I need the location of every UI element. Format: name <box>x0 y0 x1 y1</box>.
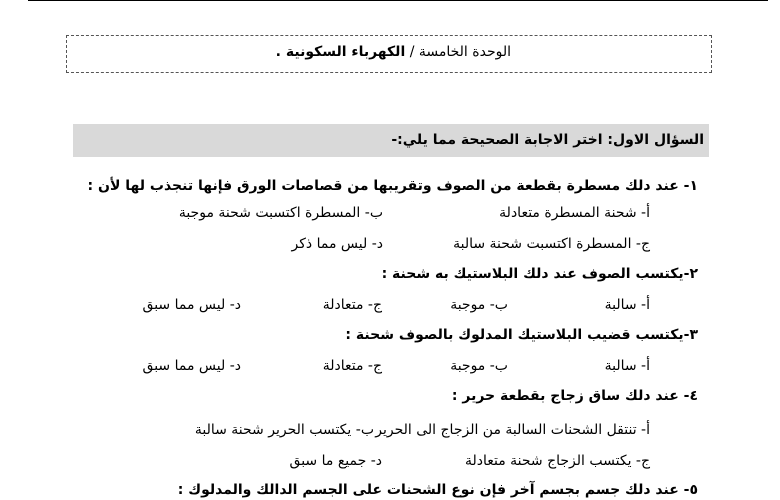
question-4-option-b: ب- يكتسب الحرير شحنة سالبة <box>194 422 374 438</box>
page-top-rule <box>28 0 768 1</box>
question-2-stem: ٢-يكتسب الصوف عند دلك البلاستيك به شحنة : <box>381 266 698 282</box>
unit-title: الكهرباء السكونية . <box>275 44 406 60</box>
question-2-option-d: د- ليس مما سبق <box>142 297 241 313</box>
unit-header <box>276 44 511 60</box>
question-1-stem: ١- عند دلك مسطرة بقطعة من الصوف وتقريبها من قصاصات الورق فإنها تنجذب لها لأن : <box>87 178 698 194</box>
question-1-option-a: أ- شحنة المسطرة متعادلة <box>499 205 650 221</box>
question-1-option-c: ج- المسطرة اكتسبت شحنة سالبة <box>453 236 650 252</box>
question-5-stem: ٥- عند دلك جسم بجسم آخر فإن نوع الشحنات على الجسم الدالك والمدلوك : <box>177 482 698 498</box>
question-2-option-b: ب- موجبة <box>450 297 508 313</box>
question-3-option-b: ب- موجبة <box>450 358 508 374</box>
question-1-option-d: د- ليس مما ذكر <box>291 236 383 252</box>
question-4-option-d: د- جميع ما سبق <box>289 453 382 469</box>
question-2-option-a: أ- سالبة <box>604 297 650 313</box>
unit-header-box <box>66 35 712 73</box>
question-3-option-a: أ- سالبة <box>604 358 650 374</box>
question-3-option-d: د- ليس مما سبق <box>142 358 241 374</box>
section-title: السؤال الاول: اختر الاجابة الصحيحة مما يلي:- <box>391 132 704 148</box>
question-4-option-c: ج- يكتسب الزجاج شحنة متعادلة <box>464 453 650 469</box>
question-3-option-c: ج- متعادلة <box>322 358 382 374</box>
unit-label: الوحدة الخامسة / <box>405 44 511 60</box>
question-2-option-c: ج- متعادلة <box>322 297 382 313</box>
section-banner <box>73 124 709 157</box>
question-4-stem: ٤- عند دلك ساق زجاج بقطعة حرير : <box>451 388 698 404</box>
question-1-option-b: ب- المسطرة اكتسبت شحنة موجبة <box>178 205 383 221</box>
question-3-stem: ٣-يكتسب قضيب البلاستيك المدلوك بالصوف شحنة : <box>345 327 698 343</box>
question-4-option-a: أ- تنتقل الشحنات السالبة من الزجاج الى الحرير <box>375 422 650 438</box>
